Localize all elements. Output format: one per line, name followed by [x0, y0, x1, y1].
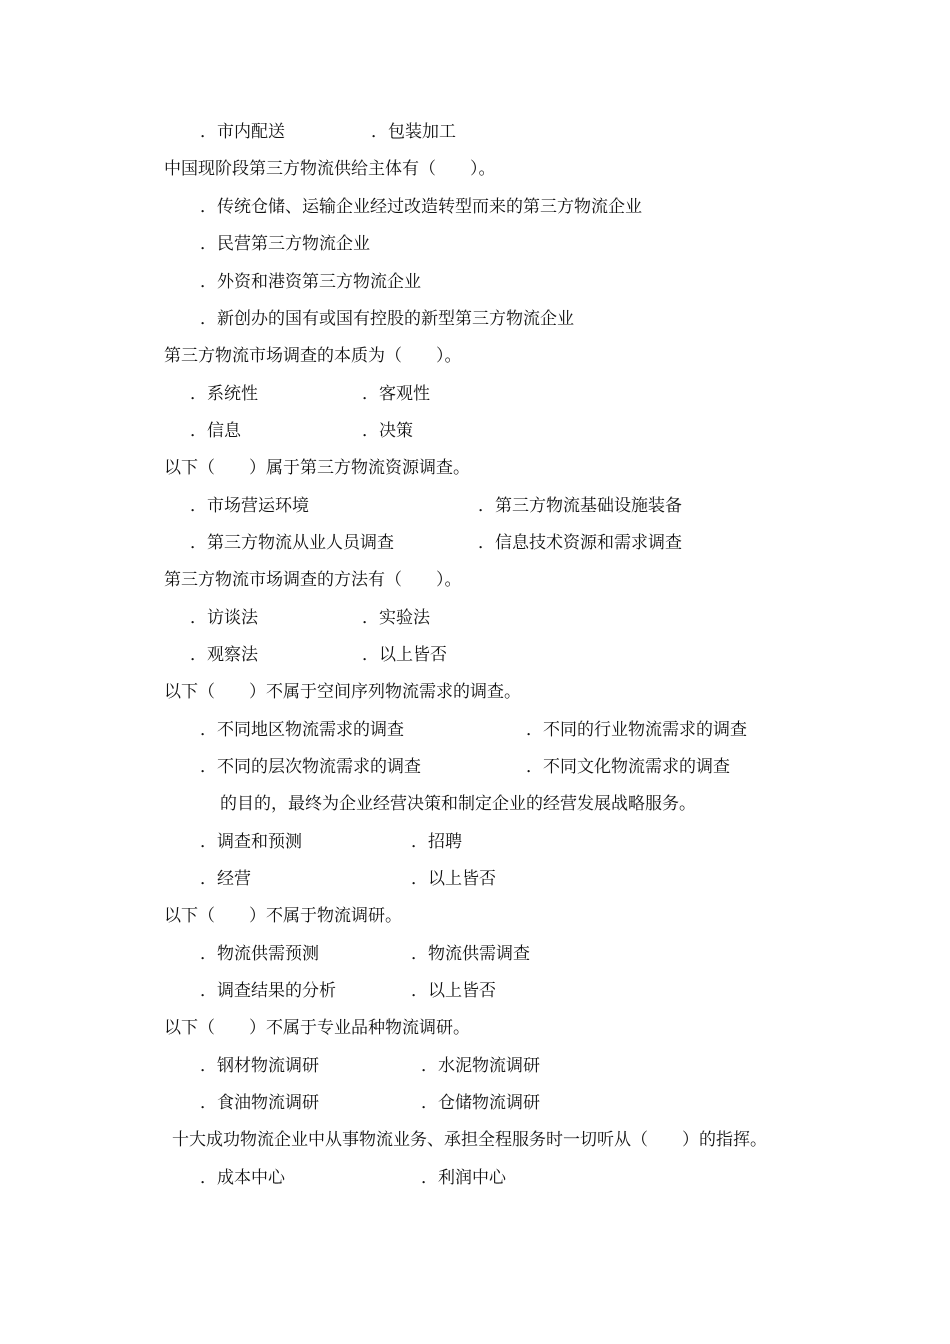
option-a: ．食油物流调研	[200, 1093, 319, 1113]
option-b: ．实验法	[362, 608, 430, 628]
option-b: ．第三方物流基础设施装备	[478, 496, 682, 516]
option-a: ．不同地区物流需求的调查	[200, 720, 404, 740]
option-b: ．仓储物流调研	[421, 1093, 540, 1113]
question-text: 十大成功物流企业中从事物流业务、承担全程服务时一切听从（ ）的指挥。	[172, 1130, 767, 1150]
option-a: ．物流供需预测	[200, 944, 319, 964]
option-a: ．观察法	[190, 645, 258, 665]
option-a: ．调查结果的分析	[200, 981, 336, 1001]
option-b: ．不同文化物流需求的调查	[526, 757, 730, 777]
option-a: ．钢材物流调研	[200, 1056, 319, 1076]
option-text: ．传统仓储、运输企业经过改造转型而来的第三方物流企业	[200, 197, 642, 217]
option-a: ．市内配送	[200, 122, 285, 142]
option-a: ．系统性	[190, 384, 258, 404]
option-b: ．物流供需调查	[411, 944, 530, 964]
option-b: ．水泥物流调研	[421, 1056, 540, 1076]
option-b: ．利润中心	[421, 1168, 506, 1188]
option-b: ．客观性	[362, 384, 430, 404]
option-a: ．成本中心	[200, 1168, 285, 1188]
question-text: 中国现阶段第三方物流供给主体有（ ）。	[164, 159, 496, 179]
option-a: ．调查和预测	[200, 832, 302, 852]
option-b: ．决策	[362, 421, 413, 441]
question-text: 第三方物流市场调查的方法有（ ）。	[164, 570, 462, 590]
question-text: 以下（ ）不属于专业品种物流调研。	[164, 1018, 470, 1038]
option-text: ．外资和港资第三方物流企业	[200, 272, 421, 292]
question-text: 的目的，最终为企业经营决策和制定企业的经营发展战略服务。	[220, 794, 696, 814]
question-text: 以下（ ）不属于物流调研。	[164, 906, 402, 926]
option-a: ．市场营运环境	[190, 496, 309, 516]
option-b: ．招聘	[411, 832, 462, 852]
option-b: ．以上皆否	[411, 981, 496, 1001]
question-text: 以下（ ）不属于空间序列物流需求的调查。	[164, 682, 521, 702]
question-text: 第三方物流市场调查的本质为（ ）。	[164, 346, 462, 366]
option-text: ．民营第三方物流企业	[200, 234, 370, 254]
option-b: ．以上皆否	[411, 869, 496, 889]
option-text: ．新创办的国有或国有控股的新型第三方物流企业	[200, 309, 574, 329]
option-a: ．访谈法	[190, 608, 258, 628]
option-b: ．包装加工	[371, 122, 456, 142]
option-a: ．第三方物流从业人员调查	[190, 533, 394, 553]
option-b: ．以上皆否	[362, 645, 447, 665]
option-b: ．信息技术资源和需求调查	[478, 533, 682, 553]
option-a: ．经营	[200, 869, 251, 889]
option-b: ．不同的行业物流需求的调查	[526, 720, 747, 740]
option-a: ．不同的层次物流需求的调查	[200, 757, 421, 777]
option-a: ．信息	[190, 421, 241, 441]
question-text: 以下（ ）属于第三方物流资源调查。	[164, 458, 470, 478]
